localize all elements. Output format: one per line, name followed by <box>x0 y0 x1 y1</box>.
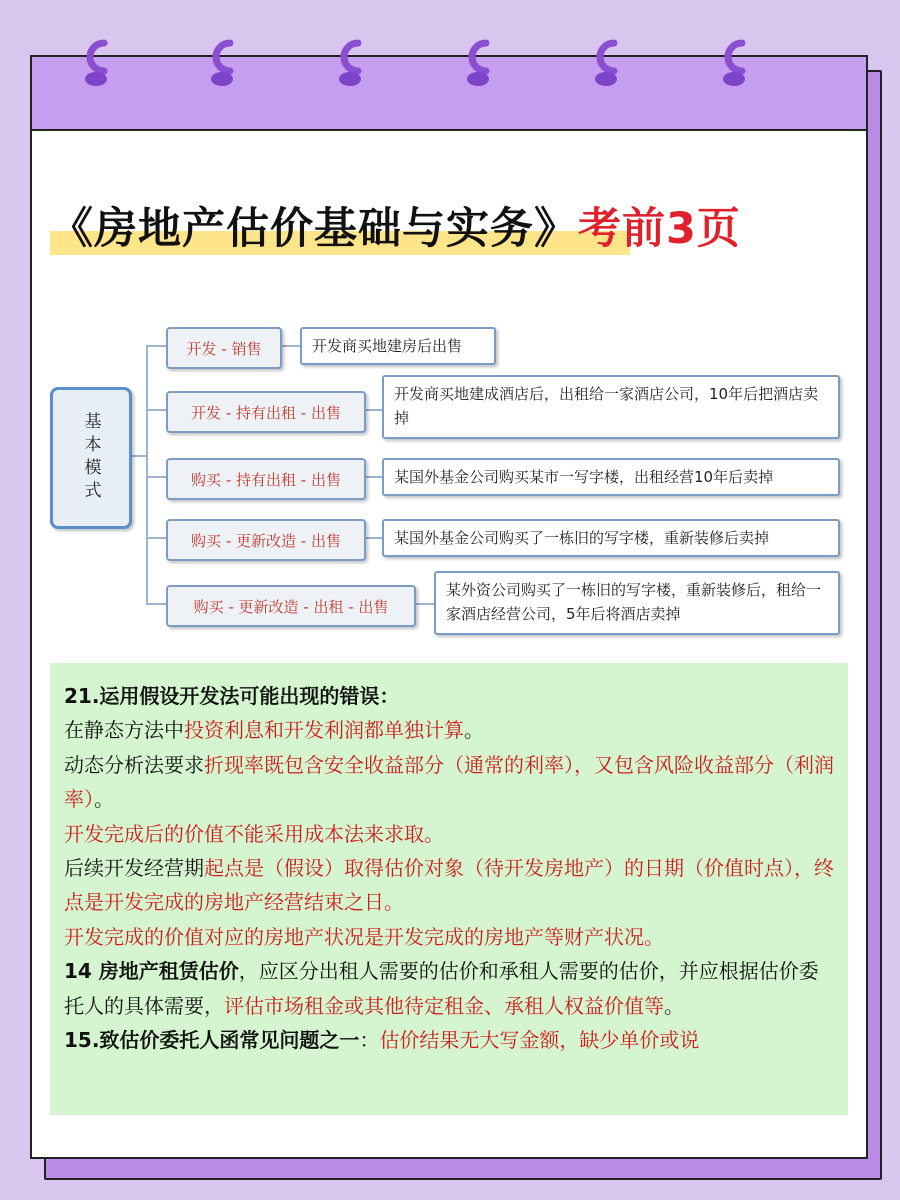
mode-description <box>434 571 840 635</box>
mode-node <box>166 585 416 627</box>
note-paragraph <box>64 748 836 817</box>
mode-node <box>166 519 366 561</box>
mode-description <box>382 458 840 496</box>
note-text: ： <box>359 1028 380 1053</box>
business-mode-diagram <box>42 285 852 635</box>
binder-ring-icon <box>456 29 500 93</box>
note-text: 后续开发经营期 <box>64 856 204 881</box>
note-paragraph <box>64 1023 836 1057</box>
binder-ring-icon <box>328 29 372 93</box>
root-node <box>50 387 132 529</box>
title-block <box>50 195 850 265</box>
note-highlight: 估价结果无大写金额，缺少单价或说 <box>379 1028 700 1053</box>
connector-line <box>146 409 166 411</box>
mode-label: 购买 - 持有出租 - 出售 <box>191 470 341 489</box>
note-highlight: 投资利息和开发利润都单独计算 <box>184 718 464 743</box>
binder-ring-icon <box>200 29 244 93</box>
note-text: 动态分析法要求 <box>64 752 204 777</box>
study-notes <box>50 663 848 1115</box>
title-main: 《房地产估价基础与实务》 <box>50 204 578 254</box>
connector-line <box>146 476 166 478</box>
note-paragraph: 开发完成的价值对应的房地产状况是开发完成的房地产等财产状况。 <box>64 924 664 949</box>
note-highlight: 评估市场租金或其他待定租金、承租人权益价值等 <box>224 993 664 1018</box>
title-badge: 考前3页 <box>578 204 741 254</box>
note-text: 。 <box>94 787 114 812</box>
description-text: 开发商买地建成酒店后，出租给一家酒店公司，10年后把酒店卖掉 <box>394 385 819 427</box>
connector-trunk <box>146 345 148 603</box>
root-node-label: 基本模式 <box>80 412 101 504</box>
note-text: 。 <box>664 993 684 1018</box>
connector-line <box>146 345 166 347</box>
mode-node <box>166 458 366 500</box>
note-text: 。 <box>464 718 484 743</box>
mode-description <box>300 327 496 365</box>
mode-node <box>166 327 282 369</box>
note-heading-14: 14 房地产租赁估价 <box>64 959 239 984</box>
mode-description <box>382 519 840 557</box>
note-text: 在静态方法中 <box>64 718 184 743</box>
description-text: 某外资公司购买了一栋旧的写字楼，重新装修后，租给一家酒店经营公司，5年后将酒店卖掉 <box>446 581 822 623</box>
mode-node <box>166 391 366 433</box>
note-heading-15: 15.致估价委托人函常见问题之一 <box>64 1028 360 1053</box>
notebook-page <box>30 55 868 1159</box>
page-title <box>50 195 741 256</box>
mode-label: 开发 - 持有出租 - 出售 <box>191 403 341 422</box>
binder-ring-icon <box>584 29 628 93</box>
binder-ring-icon <box>74 29 118 93</box>
connector-line <box>146 603 166 605</box>
binder-ring-icon <box>712 29 756 93</box>
note-paragraph <box>64 851 836 920</box>
mode-label: 购买 - 更新改造 - 出租 - 出售 <box>193 597 389 616</box>
note-text: ，应区分出租人需要的估价和承租人需要的估价，并应根据估价委托人的具体需要， <box>64 959 819 1018</box>
description-text: 某国外基金公司购买了一栋旧的写字楼，重新装修后卖掉 <box>394 529 770 547</box>
note-paragraph <box>64 713 836 747</box>
note-highlight: 折现率既包含安全收益部分（通常的利率），又包含风险收益部分（利润率） <box>64 752 834 812</box>
description-text: 开发商买地建房后出售 <box>312 337 463 355</box>
connector-line <box>146 537 166 539</box>
mode-description <box>382 375 840 439</box>
description-text: 某国外基金公司购买某市一写字楼，出租经营10年后卖掉 <box>394 468 774 486</box>
mode-label: 购买 - 更新改造 - 出售 <box>191 531 341 550</box>
note-heading-21: 21.运用假设开发法可能出现的错误： <box>64 684 400 708</box>
note-highlight: 起点是（假设）取得估价对象（待开发房地产）的日期（价值时点），终点是开发完成的房地产经营结束之日。 <box>64 856 834 915</box>
mode-label: 开发 - 销售 <box>186 339 262 358</box>
note-paragraph <box>64 954 836 1023</box>
notebook-header-band <box>32 57 866 131</box>
note-paragraph: 开发完成后的价值不能采用成本法来求取。 <box>64 821 444 846</box>
